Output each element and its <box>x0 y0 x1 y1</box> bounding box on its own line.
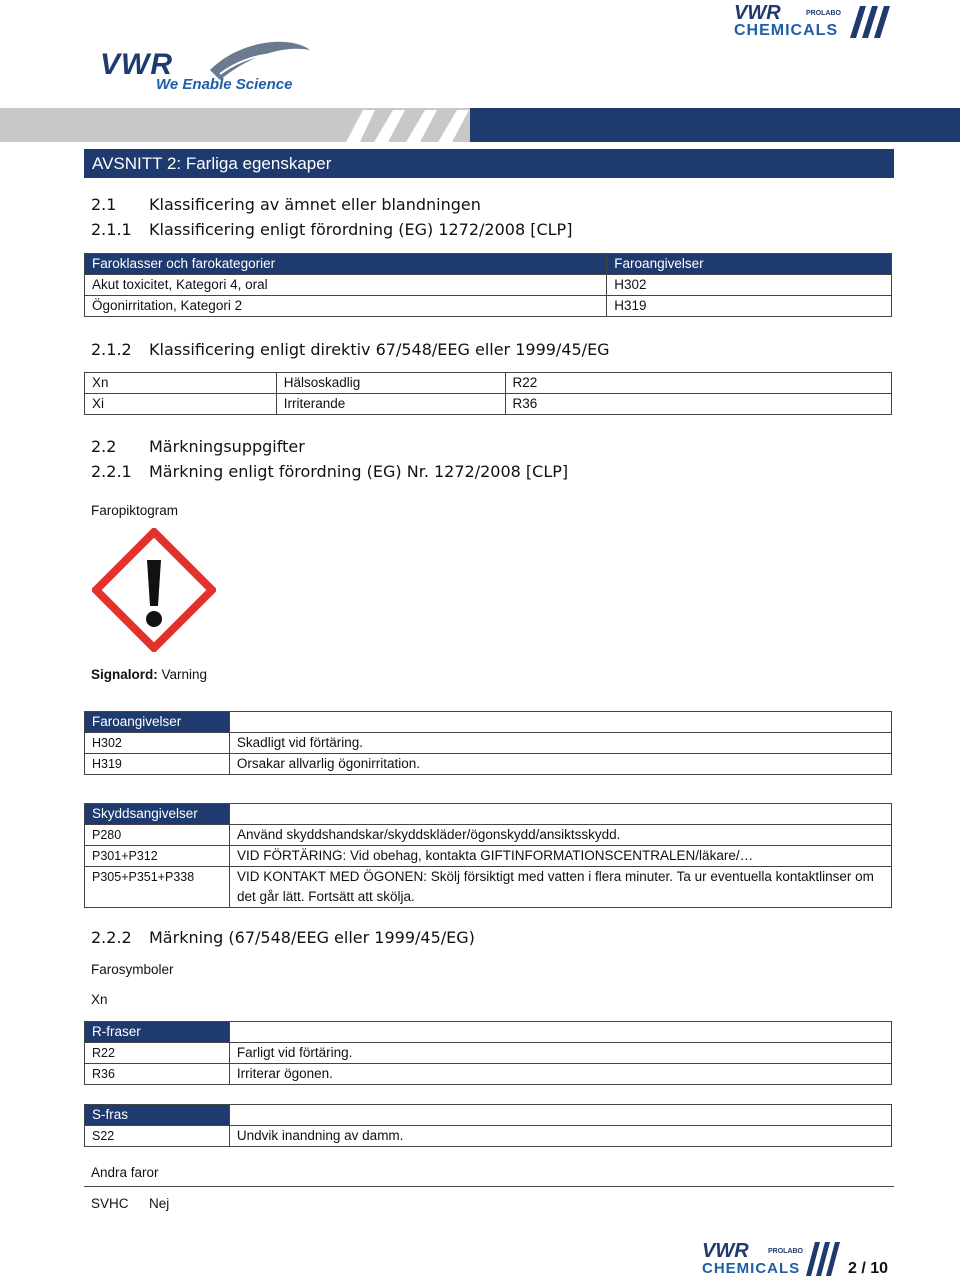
heading-2-2-1-num: 2.2.1 <box>91 462 132 481</box>
s-header-blank <box>229 1105 891 1126</box>
footer-logo-stripes <box>806 1242 840 1276</box>
table-row <box>85 825 892 846</box>
signal-word-label: Signalord: <box>91 667 158 682</box>
precaution-text: VID FÖRTÄRING: Vid obehag, kontakta GIFTINFORMATIONSCENTRALEN/läkare/… <box>229 846 891 867</box>
footer-logo-chemicals: CHEMICALS <box>702 1260 801 1277</box>
clp-cell: H302 <box>607 275 892 296</box>
r-header: R-fraser <box>85 1022 230 1043</box>
vvv-wave-graphic <box>345 104 475 144</box>
chem-logo-chemicals: CHEMICALS <box>734 22 839 39</box>
table-header-row <box>85 1105 892 1126</box>
header-navy-band <box>470 108 960 142</box>
hazard-text: Skadligt vid förtäring. <box>229 733 891 754</box>
heading-2-1-num: 2.1 <box>91 195 117 214</box>
farosymboler-label: Farosymboler <box>91 962 174 977</box>
table-row <box>85 1126 892 1147</box>
table-header-row <box>85 1022 892 1043</box>
page-number: 2 / 10 <box>848 1260 889 1277</box>
table-row <box>85 296 892 317</box>
dir-cell: Xn <box>85 373 277 394</box>
heading-2-2 <box>91 437 305 456</box>
precautionary-statements-table <box>84 803 892 908</box>
chem-logo-vwr: VWR <box>734 2 781 24</box>
clp-cell: H319 <box>607 296 892 317</box>
andra-faror-label: Andra faror <box>91 1165 159 1180</box>
chem-logo-prolabo: PROLABO <box>806 10 841 17</box>
heading-2-1-1 <box>91 220 572 239</box>
heading-2-1-text: Klassificering av ämnet eller blandningen <box>149 195 481 214</box>
table-row <box>85 846 892 867</box>
r-code: R22 <box>85 1043 230 1064</box>
hazard-code: H319 <box>85 754 230 775</box>
heading-2-2-2-num: 2.2.2 <box>91 928 132 947</box>
dir-cell: R22 <box>505 373 891 394</box>
r-phrases-table <box>84 1021 892 1085</box>
heading-2-1-2 <box>91 340 610 359</box>
heading-2-1 <box>91 195 481 214</box>
table-row <box>85 754 892 775</box>
dir-cell: Irriterande <box>276 394 505 415</box>
dir-cell: Hälsoskadlig <box>276 373 505 394</box>
r-code: R36 <box>85 1064 230 1085</box>
table-row <box>85 394 892 415</box>
ghs-exclamation-icon <box>92 528 216 652</box>
signal-word <box>91 667 207 682</box>
clp-header-hazards: Faroangivelser <box>607 254 892 275</box>
r-text: Farligt vid förtäring. <box>229 1043 891 1064</box>
precaution-text: Använd skyddshandskar/skyddskläder/ögonskydd/ansiktsskydd. <box>229 825 891 846</box>
signal-word-value: Varning <box>161 667 208 682</box>
table-row <box>85 867 892 908</box>
hazard-statements-table <box>84 711 892 775</box>
table-row <box>85 1064 892 1085</box>
precaution-code: P301+P312 <box>85 846 230 867</box>
heading-2-1-1-num: 2.1.1 <box>91 220 132 239</box>
r-text: Irriterar ögonen. <box>229 1064 891 1085</box>
dir-cell: R36 <box>505 394 891 415</box>
footer-vwr-chemicals-logo <box>700 1240 840 1278</box>
vwr-chemicals-logo <box>732 4 892 40</box>
heading-2-1-1-text: Klassificering enligt förordning (EG) 1272/2008 [CLP] <box>149 220 573 239</box>
heading-2-1-2-text: Klassificering enligt direktiv 67/548/EEG eller 1999/45/EG <box>149 340 610 359</box>
vwr-logo-name: VWR <box>100 48 173 81</box>
table-row <box>85 1043 892 1064</box>
svhc-label: SVHC <box>91 1196 129 1211</box>
hazard-text: Orsakar allvarlig ögonirritation. <box>229 754 891 775</box>
heading-2-2-1 <box>91 462 568 481</box>
s-header: S-fras <box>85 1105 230 1126</box>
table-header-row <box>85 804 892 825</box>
hazard-header: Faroangivelser <box>85 712 230 733</box>
divider <box>84 1186 894 1187</box>
footer-logo-prolabo: PROLABO <box>768 1248 803 1255</box>
table-header-row <box>85 254 892 275</box>
table-row <box>85 733 892 754</box>
svhc-value: Nej <box>149 1196 170 1211</box>
precaution-header-blank <box>229 804 891 825</box>
precaution-code: P280 <box>85 825 230 846</box>
heading-2-1-2-num: 2.1.2 <box>91 340 132 359</box>
vwr-tagline: We Enable Science <box>156 76 293 93</box>
clp-classification-table <box>84 253 892 317</box>
heading-2-2-1-text: Märkning enligt förordning (EG) Nr. 1272/2008 [CLP] <box>149 462 569 481</box>
clp-cell: Ögonirritation, Kategori 2 <box>85 296 607 317</box>
s-text: Undvik inandning av damm. <box>229 1126 891 1147</box>
dir-cell: Xi <box>85 394 277 415</box>
clp-header-classes: Faroklasser och farokategorier <box>85 254 607 275</box>
table-row <box>85 275 892 296</box>
s-code: S22 <box>85 1126 230 1147</box>
chem-logo-stripes <box>850 6 890 38</box>
heading-2-2-text: Märkningsuppgifter <box>149 437 305 456</box>
heading-2-2-2-text: Märkning (67/548/EEG eller 1999/45/EG) <box>149 928 475 947</box>
clp-cell: Akut toxicitet, Kategori 4, oral <box>85 275 607 296</box>
footer-logo-vwr: VWR <box>702 1240 749 1262</box>
precaution-text: VID KONTAKT MED ÖGONEN: Skölj försiktigt med vatten i flera minuter. Ta ur eventuella kontaktlinser om det går lätt. Fortsätt att skölja. <box>229 867 891 908</box>
heading-2-2-2 <box>91 928 475 947</box>
section-title-bar: AVSNITT 2: Farliga egenskaper <box>84 149 894 178</box>
heading-2-2-num: 2.2 <box>91 437 117 456</box>
table-header-row <box>85 712 892 733</box>
faropiktogram-label: Faropiktogram <box>91 503 179 518</box>
precaution-code: P305+P351+P338 <box>85 867 230 908</box>
hazard-header-blank <box>229 712 891 733</box>
precaution-header: Skyddsangivelser <box>85 804 230 825</box>
farosymboler-value: Xn <box>91 992 108 1007</box>
r-header-blank <box>229 1022 891 1043</box>
vwr-logo <box>100 40 320 100</box>
table-row <box>85 373 892 394</box>
directive-classification-table <box>84 372 892 415</box>
hazard-code: H302 <box>85 733 230 754</box>
s-phrases-table <box>84 1104 892 1147</box>
